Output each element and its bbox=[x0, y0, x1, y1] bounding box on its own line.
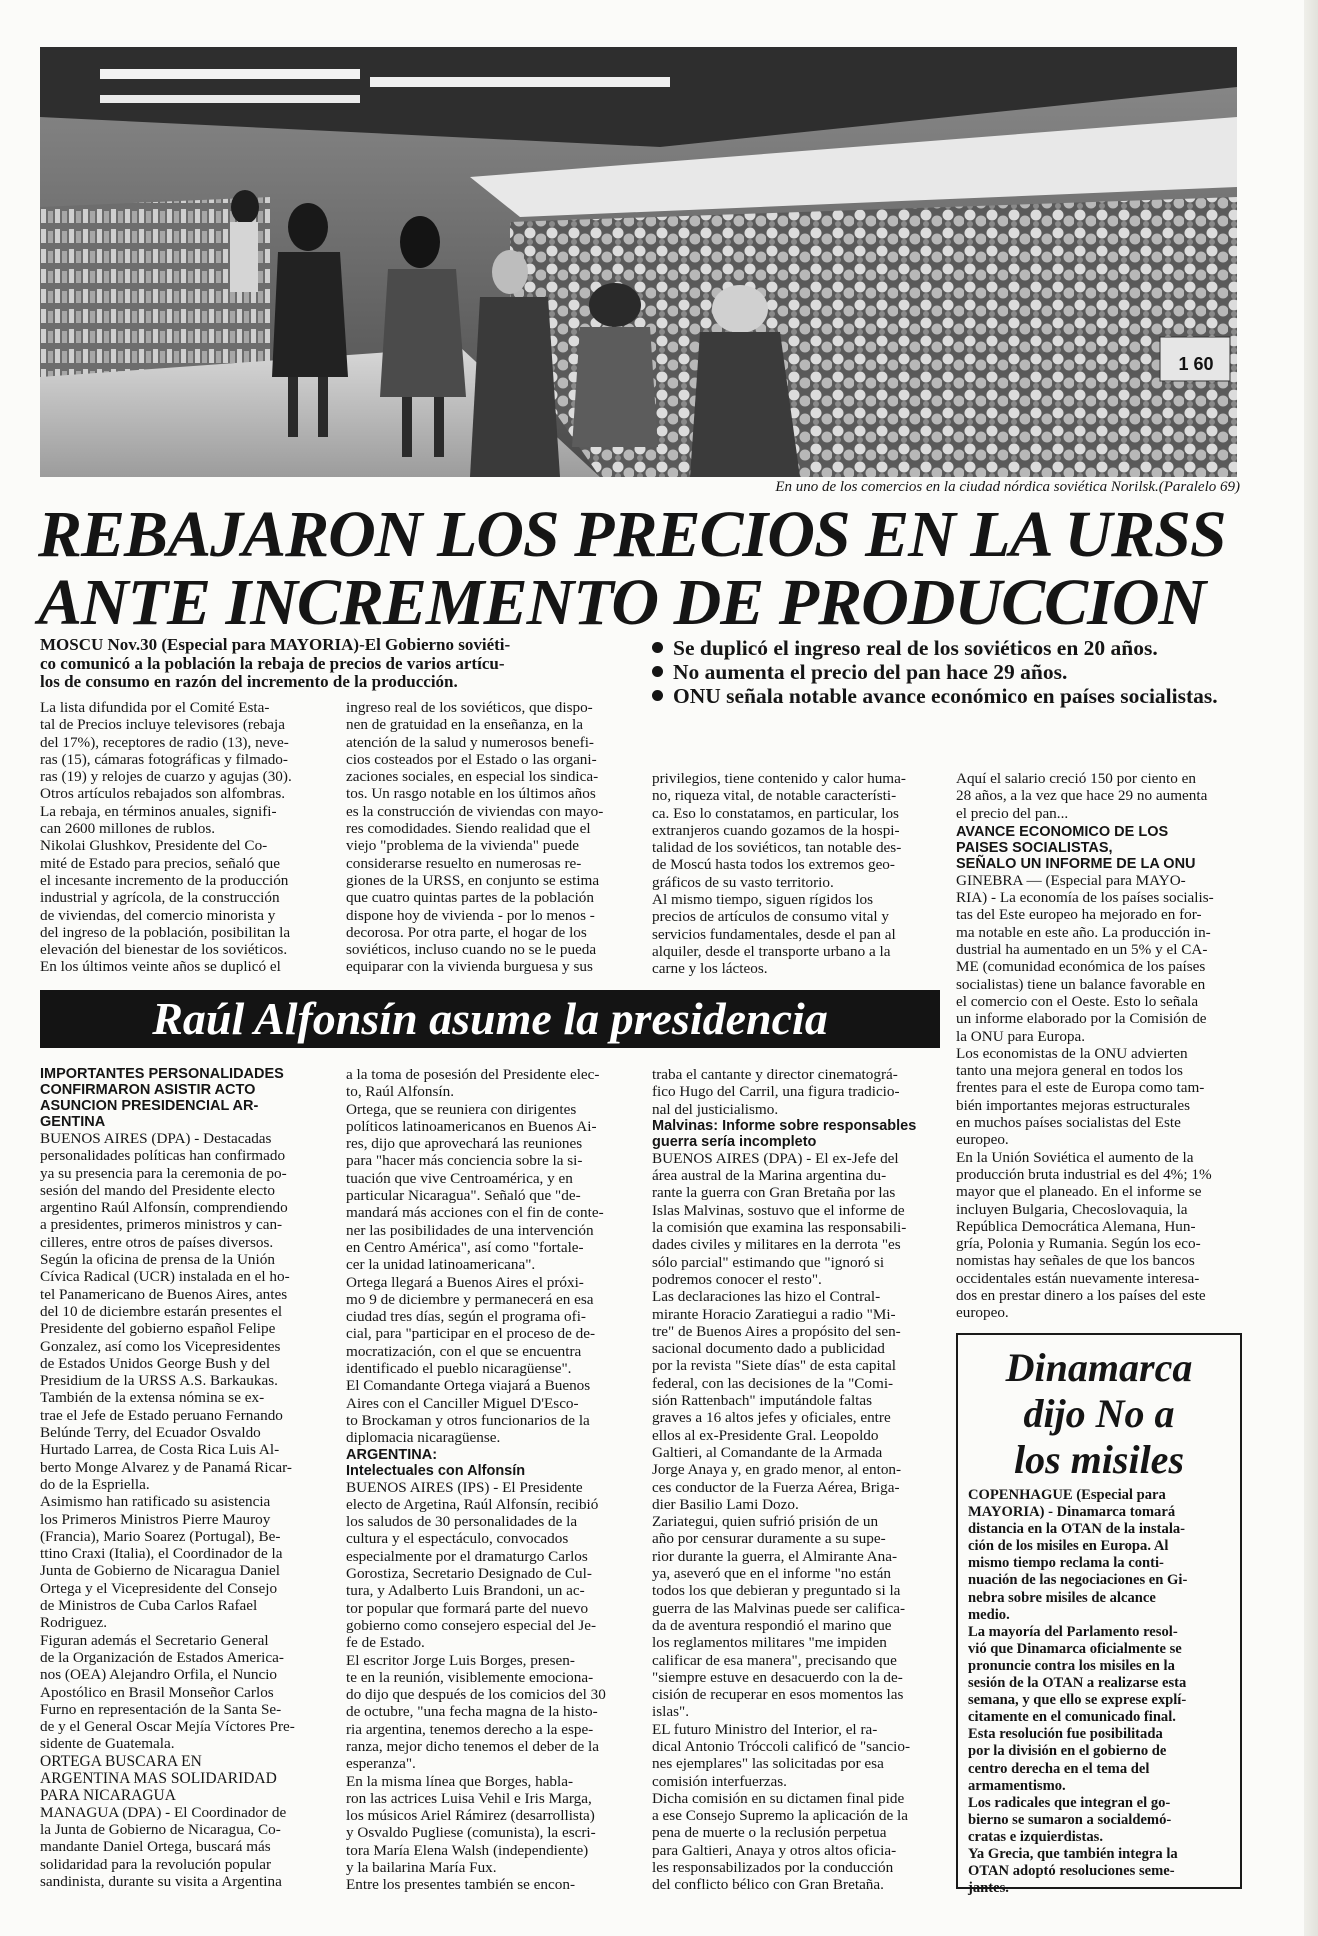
supermarket-photo-illustration bbox=[40, 47, 1237, 477]
bullet-dot-icon bbox=[652, 666, 663, 677]
personalities-body: BUENOS AIRES (DPA) - Destacadas personalidades políticas han confirmado ya su presencia para la ceremonia de po- sesión del mando del Presidente electo argentino Raúl Alfonsín, comprendiendo a presidentes, primeros ministros y can- cilleres, entre otros de países diversos. Según la oficina de prensa de la Unión Cívica Radical (UCR) instalada en el ho- tel Panamericano de Buenos Aires, antes del 10 de diciembre estarán presentes el Presidente del gobierno español Felipe Gonzalez, así como los Vicepresidentes de Estados Unidos George Bush y del Presidium de la URSS A.S. Barkaukas. También de la extensa nómina se ex- trae el Jefe de Estado peruano Fernando Belúnde Terry, del Ecuador Osvaldo Hurtado Larrea, de Costa Rica Luis Al- berto Monge Alvarez y de Panamá Ricar- do de la Espriella. Asimismo han ratificado su asistencia los Primeros Ministros Pierre Mauroy (Francia), Mario Soarez (Portugal), Be- ttino Craxi (Italia), el Coordinador de la Junta de Gobierno de Nicaragua Daniel Ortega y el Vicepresidente del Consejo de Ministros de Cuba Carlos Rafael Rodriguez. Figuran además el Secretario General de la Organización de Estados America- nos (OEA) Alejandro Orfila, el Nuncio Apostólico en Brasil Monseñor Carlos Furno en representación de la Santa Se- de y el General Oscar Mejía Víctores Pre- sidente de Guatemala. bbox=[40, 1130, 295, 1753]
dinamarca-headline: Dinamarca dijo No a los misiles bbox=[1005, 1345, 1193, 1482]
alfonsin-column-2 bbox=[346, 1066, 642, 1894]
main-article-column-1: La lista difundida por el Comité Esta- tal de Precios incluye televisores (rebaja del 17%), receptores de radio (13), neve- ras (15), cámaras fotográficas y filmado- ras (19) y relojes de cuarzo y agujas (30). Otros artículos rebajados son alfombras. La rebaja, en términos anuales, signifi- can 2600 millones de rublos. Nikolai Glushkov, Presidente del Co- mité de Estado para precios, señaló que el incesante incremento de la producción industrial y agrícola, de la construcción de viviendas, del comercio minorista y del ingreso de la población, posibilitan la elevación del bienestar de los soviéticos. En los últimos veinte años se duplicó el bbox=[40, 699, 292, 976]
personalities-subhead: IMPORTANTES PERSONALIDADES CONFIRMARON ASISTIR ACTO ASUNCION PRESIDENCIAL AR- GENTINA bbox=[40, 1066, 284, 1130]
intellectuals-continued-body: traba el cantante y director cinematográ- fico Hugo del Carril, una figura tradicio- nal del justicialismo. bbox=[652, 1066, 900, 1118]
page-edge bbox=[1304, 0, 1318, 1936]
bullet-item bbox=[652, 684, 1238, 708]
lead-paragraph: MOSCU Nov.30 (Especial para MAYORIA)-El Gobierno soviéti- co comunicó a la población la rebaja de precios de varios artícu- los de consumo en razón del incremento de la producción. bbox=[40, 635, 511, 691]
main-article-column-2: ingreso real de los soviéticos, que dispo- nen de gratuidad en la enseñanza, en la atención de la salud y numerosos benefi- cios costeados por el Estado o las organi- zaciones sociales, en especial los sindica- tos. Un rasgo notable en los últimos años es la construcción de viviendas con mayo- res comodidades. Siendo realidad que el viejo "problema de la vivienda" puede considerarse resuelto en numerosas re- giones de la URSS, en conjunto se estima que cuatro quintas partes de la población dispone hoy de vivienda - por lo menos - decorosa. Por otra parte, el hogar de los soviéticos, incluso cuando no se le pueda equiparar con la vivienda burguesa y sus bbox=[346, 699, 604, 976]
bread-price-note: Aquí el salario creció 150 por ciento en 28 años, a la vez que hace 29 no aumenta el precio del pan... bbox=[956, 770, 1208, 822]
bullet-text: ONU señala notable avance económico en países socialistas. bbox=[673, 684, 1218, 708]
ortega-subhead: ORTEGA BUSCARA EN ARGENTINA MAS SOLIDARIDAD PARA NICARAGUA bbox=[40, 1752, 277, 1804]
onu-report-subhead: AVANCE ECONOMICO DE LOS PAISES SOCIALISTAS, SEÑALO UN INFORME DE LA ONU bbox=[956, 823, 1196, 872]
main-article-column-3: privilegios, tiene contenido y calor huma- no, riqueza vital, de notable característi- ca. Eso lo constatamos, en particular, los extranjeros cuando gozamos de la hospi- talidad de los soviéticos, tan notable des- de Moscú hasta todos los extremos geo- gráficos de su vasto territorio. Al mismo tiempo, siguen rígidos los precios de artículos de consumo vital y servicios fundamentales, desde el pan al alquiler, desde el transporte urbano a la carne y los lácteos. bbox=[652, 770, 906, 978]
alfonsin-column-1 bbox=[40, 1066, 334, 1890]
photo-caption: En uno de los comercios en la ciudad nórdica soviética Norilsk.(Paralelo 69) bbox=[775, 479, 1240, 495]
ortega-body: MANAGUA (DPA) - El Coordinador de la Junta de Gobierno de Nicaragua, Co- mandante Daniel Ortega, buscará más solidaridad para la revolución popular sandinista, durante su visita a Argentina bbox=[40, 1803, 287, 1890]
dinamarca-box bbox=[956, 1333, 1242, 1897]
supermarket-photo bbox=[40, 47, 1237, 477]
bullet-dot-icon bbox=[652, 642, 663, 653]
dinamarca-body: COPENHAGUE (Especial para MAYORIA) - Dinamarca tomará distancia en la OTAN de la instala- ción de los misiles en Europa. Al mismo tiempo reclama la conti- nuación de las negociaciones en Gi- nebra sobre misiles de alcance medio. La mayoría del Parlamento resol- vió que Dinamarca oficialmente se pronuncie contra los misiles en la sesión de la OTAN a realizarse esta semana, y que ello se exprese explí- citamente en el comunicado final. Esta resolución fue posibilitada por la división en el gobierno de centro derecha en el tema del armamentismo. Los radicales que integran el go- bierno se sumaron a socialdemó- cratas e izquierdistas. Ya Grecia, que también integra la OTAN adoptó resoluciones seme- jantes. bbox=[968, 1487, 1188, 1897]
onu-report-column bbox=[956, 770, 1238, 1322]
bullet-item bbox=[652, 636, 1238, 660]
onu-report-body: GINEBRA — (Especial para MAYO- RIA) - La economía de los países socialis- tas del Este europeo ha mejorado en for- ma notable en este año. La producción in- dustrial ha aumentado en un 5% y el CA- ME (comunidad económica de los países socialistas) tiene un balance favorable en el comercio con el Oeste. Esto lo señala un informe elaborado por la Comisión de la ONU para Europa. Los economistas de la ONU advierten tanto una mejora general en todos los frentes para el este de Europa como tam- bién importantes mejoras estructurales en muchos países socialistas del Este europeo. En la Unión Soviética el aumento de la producción bruta industrial es del 4%; 1% mayor que el planeado. En el informe se incluyen Bulgaria, Checoslovaquia, la República Democrática Alemana, Hun- gría, Polonia y Rumania. Según los eco- nomistas hay señales de que los bancos occidentales están nuevamente interesa- dos en prestar dinero a los países del este europeo. bbox=[956, 871, 1214, 1322]
malvinas-body: BUENOS AIRES (DPA) - El ex-Jefe del área austral de la Marina argentina du- rante la guerra con Gran Bretaña por las Islas Malvinas, sostuvo que el informe de la comisión que examina las responsabili- dades civiles y militares en la derrota "es sólo parcial" estimando que "ignoró si podremos conocer el resto". Las declaraciones las hizo el Contral- mirante Horacio Zaratiegui a radio "Mi- tre" de Buenos Aires a propósito del sen- sacional documento dado a publicidad por la revista "Siete días" de esta capital federal, con las decisiones de la "Comi- sión Rattenbach" imputándole faltas graves a 16 altos jefes y oficiales, entre ellos al ex-Presidente Gral. Leopoldo Galtieri, al Comandante de la Armada Jorge Anaya y, en grado menor, al enton- ces conductor de la Fuerza Aérea, Briga- dier Basilio Lami Dozo. Zariategui, quien sufrió prisión de un año por censurar duramente a su supe- rior durante la guerra, el Almirante Ana- ya, aseveró que en el informe "no están todos los que debieran y preguntado si la guerra de las Malvinas puede ser califica- da de aventura respondió el marino que los reglamentos militares "me impiden calificar de esa manera", precisando que "siempre estuve en desacuerdo con la de- cisión de recuperar en esos momentos las islas". EL futuro Ministro del Interior, el ra- dical Antonio Tróccoli calificó de "sancio- nes ejemplares" las solicitadas por esa comisión interfuerzas. Dicha comisión en su dictamen final pide a ese Consejo Supremo la aplicación de la pena de muerte o la reclusión perpetua para Galtieri, Anaya y otros altos oficia- les responsabilizados por la conducción del conflicto bélico con Gran Bretaña. bbox=[652, 1149, 911, 1894]
main-headline: REBAJARON LOS PRECIOS EN LA URSS ANTE INCREMENTO DE PRODUCCION bbox=[38, 498, 1226, 639]
price-sign-text: 1 60 bbox=[1178, 354, 1214, 374]
malvinas-subhead: Malvinas: Informe sobre responsables guerra sería incompleto bbox=[652, 1117, 917, 1150]
bullet-text: Se duplicó el ingreso real de los soviéticos en 20 años. bbox=[673, 636, 1158, 660]
bullet-text: No aumenta el precio del pan hace 29 años. bbox=[673, 660, 1068, 684]
bullet-item bbox=[652, 660, 1238, 684]
bullet-dot-icon bbox=[652, 690, 663, 701]
bullet-list bbox=[652, 636, 1238, 708]
intellectuals-body: BUENOS AIRES (IPS) - El Presidente electo de Argetina, Raúl Alfonsín, recibió los saludos de 30 personalidades de la cultura y el espectáculo, convocados especialmente por el dramaturgo Carlos Gorostiza, Secretario Designado de Cul- tura, y Adalberto Luis Brandoni, un ac- tor popular que formará parte del nuevo gobierno como consejero especial del Je- fe de Estado. El escritor Jorge Luis Borges, presen- te en la reunión, visiblemente emociona- do dijo que después de los comicios del 30 de octubre, "una fecha magna de la histo- ria argentina, tenemos derecho a la espe- ranza, mejor dicho tenemos el deber de la esperanza". En la misma línea que Borges, habla- ron las actrices Luisa Vehil e Iris Marga, los músicos Ariel Rámirez (desarrollista) y Osvaldo Pugliese (comunista), la escri- tora María Elena Walsh (independiente) y la bailarina María Fux. Entre los presentes también se encon- bbox=[346, 1478, 606, 1894]
alfonsin-column-3 bbox=[652, 1066, 942, 1894]
ortega-continued-body: a la toma de posesión del Presidente elec- to, Raúl Alfonsín. Ortega, que se reuniera con dirigentes políticos latinoamericanos en Buenos Ai- res, dijo que aprovechará las reuniones para "hacer más conciencia sobre la si- tuación que vive Centroamérica, y en particular Nicaragua". Señaló que "de- mandará más acciones con el fin de conte- ner las posibilidades de una intervención en Centro América", así como "fortale- cer la unidad latinoamericana". Ortega llegará a Buenos Aires el próxi- mo 9 de diciembre y permanecerá en esa ciudad tres días, según el programa ofi- cial, para "participar en el proceso de de- mocratización, con el que se encuentra identificado el pueblo nicaragüense". El Comandante Ortega viajará a Buenos Aires con el Canciller Miguel D'Esco- to Brockaman y otros funcionarios de la diplomacia nicaragüense. bbox=[346, 1066, 604, 1447]
intellectuals-subhead: ARGENTINA: Intelectuales con Alfonsín bbox=[346, 1446, 526, 1479]
alfonsin-banner: Raúl Alfonsín asume la presidencia bbox=[40, 990, 940, 1048]
